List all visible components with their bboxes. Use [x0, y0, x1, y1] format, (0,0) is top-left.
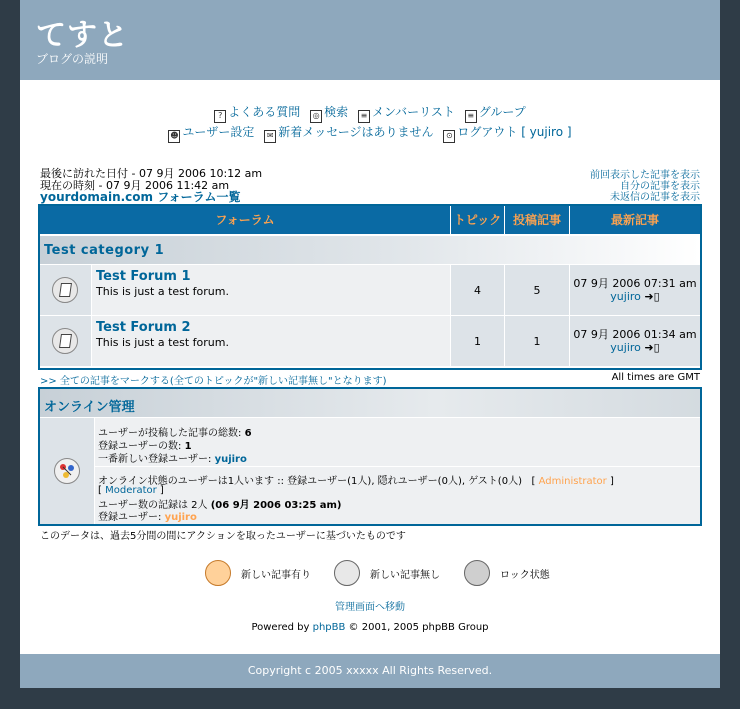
forum-posts-count: 1	[533, 335, 541, 348]
forum-lastpost-cell	[570, 265, 700, 315]
nav-messages-label: 新着メッセージはありません	[278, 125, 434, 139]
online-icon-cell	[40, 418, 95, 524]
memberlist-icon: ≡	[358, 110, 370, 123]
nav-profile-link[interactable]	[168, 123, 254, 143]
nav-search-link[interactable]	[310, 103, 348, 123]
view-unanswered-link[interactable]: 未返信の記事を表示	[610, 192, 700, 203]
administrator-legend: Administrator	[538, 476, 607, 487]
forum-status-cell	[40, 265, 92, 315]
forum-read-icon	[52, 328, 78, 354]
phpbb-link[interactable]: phpBB	[312, 622, 346, 633]
powered-by: Powered by phpBB © 2001, 2005 phpBB Group	[251, 622, 489, 633]
legend-nonew-label: 新しい記事無し	[370, 570, 440, 581]
forum-lastpost-cell	[570, 316, 700, 366]
forum-info-cell	[92, 265, 451, 315]
nav-primary	[20, 103, 720, 123]
forum-description: This is just a test forum.	[96, 336, 229, 349]
col-posts: 投稿記事	[505, 206, 570, 234]
site-footer: Copyright c 2005 xxxxx All Rights Reserved.	[20, 654, 720, 688]
newest-user: 一番新しい登録ユーザー: yujiro	[98, 454, 247, 465]
nav-logout-link[interactable]	[443, 123, 571, 143]
forum-topics-count: 1	[474, 335, 481, 348]
search-icon: ◎	[310, 110, 322, 123]
record-users: ユーザー数の記録は 2人 (06 9月 2006 03:25 am)	[98, 500, 342, 511]
nav-profile-label: ユーザー設定	[182, 125, 255, 139]
nav-logout-label: ログアウト [ yujiro ]	[457, 125, 572, 139]
forum-title-link[interactable]: Test Forum 1	[96, 269, 191, 284]
forum-topics-count: 4	[474, 284, 481, 297]
goto-post-icon[interactable]: ➜▯	[644, 341, 660, 354]
col-topics: トピック	[451, 206, 505, 234]
timezone-note: All times are GMT	[611, 372, 700, 383]
site-header	[20, 0, 720, 80]
nav-messages-link[interactable]	[264, 123, 433, 143]
lastpost-user-link[interactable]: yujiro	[610, 341, 641, 354]
lastpost-date: 07 9月 2006 01:34 am	[573, 328, 697, 341]
forum-read-icon	[52, 277, 78, 303]
messages-icon: ✉	[264, 130, 276, 143]
forum-posts-count: 5	[533, 284, 541, 297]
nav-groups-link[interactable]	[465, 103, 526, 123]
page-frame	[20, 0, 720, 688]
forum-row	[40, 265, 700, 315]
registered-users: 登録ユーザー: yujiro	[98, 512, 197, 523]
nav-search-label: 検索	[324, 105, 349, 119]
admin-panel-link[interactable]: 管理画面へ移動	[335, 602, 405, 613]
lock-icon	[464, 560, 490, 586]
lastpost-date: 07 9月 2006 07:31 am	[573, 277, 697, 290]
nav-secondary	[20, 123, 720, 143]
no-new-posts-icon	[334, 560, 360, 586]
logout-icon: ⊙	[443, 130, 455, 143]
last-visit: 最後に訪れた日付 - 07 9月 2006 10:12 am	[40, 167, 263, 180]
profile-icon: ☻	[168, 130, 180, 143]
view-newposts-link[interactable]: 前回表示した記事を表示	[590, 170, 700, 181]
current-time: 現在の時刻 - 07 9月 2006 11:42 am	[40, 179, 230, 192]
site-description: ブログの説明	[36, 52, 109, 66]
online-title-link[interactable]: オンライン管理	[44, 400, 135, 415]
forum-index-link[interactable]: yourdomain.com フォーラム一覧	[40, 190, 241, 204]
category-row[interactable]	[40, 236, 700, 264]
moderator-legend-line: [ Moderator ]	[98, 485, 164, 496]
forum-description: This is just a test forum.	[96, 285, 229, 298]
online-summary: オンライン状態のユーザーは1人います :: 登録ユーザー(1人), 隠れユーザー(0人), ゲスト(0人) [ Administrator ]	[98, 476, 614, 487]
online-panel	[38, 387, 702, 526]
new-posts-icon	[205, 560, 231, 586]
groups-icon: ≡	[465, 110, 477, 123]
whosonline-icon	[54, 458, 80, 484]
total-users: 登録ユーザーの数: 1	[98, 441, 192, 452]
total-posts: ユーザーが投稿した記事の総数: 6	[98, 428, 252, 439]
faq-icon: ?	[214, 110, 226, 123]
legend-locked-label: ロック状態	[500, 570, 550, 581]
nav-memberlist-link[interactable]	[358, 103, 455, 123]
forum-status-cell	[40, 316, 92, 366]
forum-table-header	[40, 206, 700, 234]
forum-topics-cell	[451, 316, 505, 366]
nav-groups-label: グループ	[478, 105, 526, 119]
online-title-row	[40, 389, 700, 417]
moderator-legend: Moderator	[105, 485, 157, 496]
data-note: このデータは、過去5分間の間にアクションを取ったユーザーに基づいたものです	[40, 531, 406, 542]
col-forum: フォーラム	[40, 206, 451, 234]
forum-posts-cell	[505, 265, 570, 315]
forum-info-cell	[92, 316, 451, 366]
forum-posts-cell	[505, 316, 570, 366]
forum-title-link[interactable]: Test Forum 2	[96, 320, 191, 335]
legend-new-label: 新しい記事有り	[241, 570, 311, 581]
nav-memberlist-label: メンバーリスト	[371, 105, 455, 119]
lastpost-user-link[interactable]: yujiro	[610, 290, 641, 303]
forum-row	[40, 316, 700, 366]
search-links	[590, 170, 700, 203]
category-title[interactable]: Test category 1	[44, 243, 165, 258]
col-lastpost: 最新記事	[610, 213, 659, 227]
view-egosearch-link[interactable]: 自分の記事を表示	[620, 181, 700, 192]
nav-faq-link[interactable]	[214, 103, 300, 123]
goto-post-icon[interactable]: ➜▯	[644, 290, 660, 303]
nav-faq-label: よくある質問	[228, 105, 301, 119]
newest-user-link[interactable]: yujiro	[214, 454, 247, 465]
forum-table	[38, 204, 702, 370]
forum-topics-cell	[451, 265, 505, 315]
mark-all-read-link[interactable]: >> 全ての記事をマークする(全てのトピックが"新しい記事無し"となります)	[40, 376, 387, 387]
registered-user-link[interactable]: yujiro	[164, 512, 197, 523]
site-title[interactable]: てすと	[36, 18, 129, 53]
